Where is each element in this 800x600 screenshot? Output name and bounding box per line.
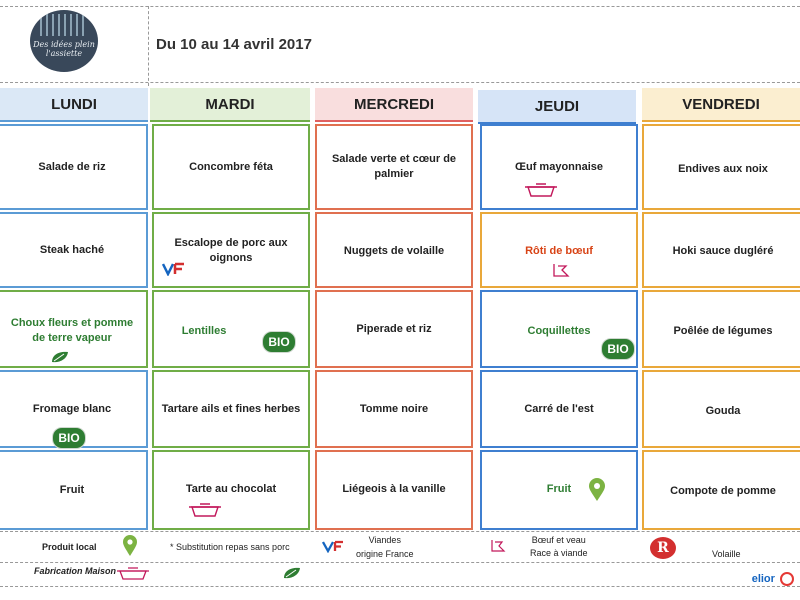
meal-mercredi-dessert (315, 450, 473, 530)
meal-mardi-entree (152, 124, 310, 210)
meal-lundi-accompagnement (0, 290, 148, 368)
dish-label: Coquillettes (527, 325, 591, 337)
dish-label: Lentilles (181, 325, 227, 337)
dish-label: Liégeois à la vanille (342, 483, 446, 495)
label-rouge-icon: R (650, 537, 676, 559)
day-header-vendredi: VENDREDI (642, 88, 800, 122)
legend-viandes-origine: Viandes origine France (356, 535, 414, 559)
vf-logo-icon (162, 262, 190, 276)
meal-jeudi-dessert (480, 450, 638, 530)
pot-icon (524, 180, 558, 198)
meal-vendredi-dessert (642, 450, 800, 530)
dish-label: Fruit (59, 483, 85, 496)
logo-text: Des idées plein l'assiette (33, 40, 95, 58)
dish-label: Fruit (546, 483, 572, 495)
header-divider-top (0, 6, 800, 7)
leaf-icon (50, 350, 70, 364)
dish-label: Poêlée de légumes (673, 325, 773, 337)
dish-label: Carré de l'est (524, 403, 594, 415)
dish-label: Gouda (705, 405, 741, 417)
meal-lundi-entree (0, 124, 148, 210)
legend-fabrication-maison: Fabrication Maison (34, 566, 117, 576)
dish-label: Œuf mayonnaise (514, 161, 604, 173)
cow-icon (552, 262, 570, 278)
meal-mardi-fromage (152, 370, 310, 448)
dish-label: Concombre féta (189, 160, 273, 173)
cow-icon (490, 538, 506, 554)
dish-label: Steak haché (39, 243, 105, 256)
day-header-lundi: LUNDI (0, 88, 148, 122)
day-header-mercredi: MERCREDI (315, 88, 473, 122)
dish-label: Tartare ails et fines herbes (161, 403, 301, 415)
meal-vendredi-accompagnement (642, 290, 800, 368)
meal-mercredi-fromage (315, 370, 473, 448)
meal-lundi-dessert (0, 450, 148, 530)
dish-label: Escalope de porc aux oignons (174, 237, 288, 264)
meal-lundi-plat (0, 212, 148, 288)
meal-jeudi-fromage (480, 370, 638, 448)
meal-jeudi-entree (480, 124, 638, 210)
bio-badge: BIO (52, 427, 86, 449)
meal-mercredi-entree (315, 124, 473, 210)
day-header-jeudi: JEUDI (478, 90, 636, 124)
dish-label: Tarte au chocolat (185, 483, 277, 495)
elior-logo-text: elior (751, 572, 775, 585)
legend-divider-top (0, 531, 800, 532)
pot-icon (116, 565, 150, 581)
legend-divider-middle (0, 562, 800, 563)
dish-label: Hoki sauce dugléré (672, 245, 774, 257)
meal-vendredi-plat (642, 212, 800, 288)
bio-badge: BIO (601, 338, 635, 360)
dish-label: Piperade et riz (356, 323, 432, 335)
legend-divider-bottom (0, 586, 800, 587)
meal-vendredi-fromage (642, 370, 800, 448)
meal-mardi-accompagnement (152, 290, 310, 368)
meal-mercredi-accompagnement (315, 290, 473, 368)
dish-label: Compote de pomme (670, 485, 776, 497)
legend-volaille: Volaille (712, 549, 741, 559)
dish-label: Endives aux noix (678, 163, 768, 175)
elior-logo (752, 572, 794, 586)
bio-badge: BIO (262, 331, 296, 353)
meal-mardi-plat (152, 212, 310, 288)
utensils-icon (40, 14, 88, 36)
day-header-mardi: MARDI (150, 88, 310, 122)
meal-mercredi-plat (315, 212, 473, 288)
dish-label: Salade de riz (38, 160, 106, 173)
dish-label: Nuggets de volaille (343, 245, 445, 257)
pot-icon (188, 500, 222, 518)
legend-produit-local: Produit local (42, 542, 97, 552)
menu-period: Du 10 au 14 avril 2017 (156, 36, 312, 53)
vf-logo-icon (322, 540, 348, 553)
legend-substitution: * Substitution repas sans porc (170, 542, 290, 552)
header-divider-bottom (0, 82, 800, 83)
dish-label: Salade verte et cœur de palmier (331, 153, 457, 180)
meal-vendredi-entree (642, 124, 800, 210)
brand-logo (30, 10, 98, 72)
dish-label: Choux fleurs et pomme de terre vapeur (10, 317, 134, 344)
leaf-icon (282, 566, 302, 580)
elior-ring-icon (780, 572, 794, 586)
meal-mardi-dessert (152, 450, 310, 530)
legend-boeuf-veau: Bœuf et veau Race à viande (530, 535, 588, 558)
dish-label: Fromage blanc (32, 403, 112, 415)
dish-label: Tomme noire (359, 403, 429, 415)
dish-label: Rôti de bœuf (525, 245, 593, 257)
location-pin-icon (588, 478, 606, 502)
location-pin-icon (122, 535, 138, 557)
header-divider-vertical (148, 6, 149, 86)
